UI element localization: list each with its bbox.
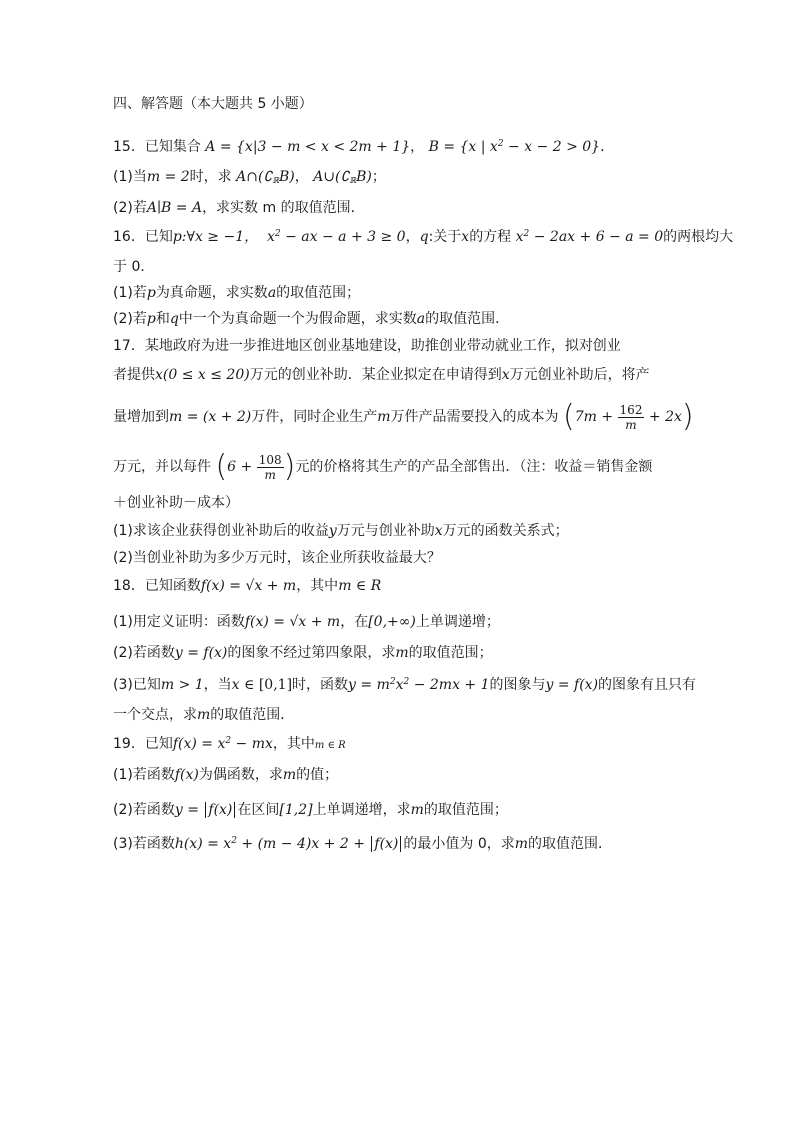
q18-stem: 18．已知函数f(x) = √x + m，其中m ∈ R [113,578,382,594]
q18-part3-line2: 一个交点，求m的取值范围． [113,707,295,723]
q15-expr1: $A\cap(∁_ℝB)$ [236,169,295,185]
section-title: 四、解答题（本大题共 5 小题） [113,96,313,112]
price-fraction: $\frac{108}{m}$ [258,452,282,482]
q19-part1: (1)若函数f(x)为偶函数，求m的值； [113,767,339,783]
q17-line3: 量增加到m = (x + 2)万件，同时企业生产m万件产品需要投入的成本为 (7m + $\frac{162}{m}$ + 2x) [113,399,694,434]
q19-part3: (3)若函数$h(x) = x^2 + (m - 4)x + 2 + f(x)$ 的最小值为 0，求m的取值范围． [113,836,613,852]
q17-part1: (1)求该企业获得创业补助后的收益y万元与创业补助x万元的函数关系式； [113,523,569,539]
q18-part3: (3)已知m > 1，当x ∈ [0,1]时，函数$y = m^2x^2 - 2mx + 1$的图象与y = f(x)的图象有且只有 [113,677,697,693]
q15-stem-text: 15．已知集合 [113,139,201,155]
q16-stem: 16．已知p:∀x ≥ −1， $x^2$ − ax − a + 3 ≥ 0，q:关于x的方程 $x^2 - 2ax + 6 - a = 0$的两根均大 [113,229,734,245]
q17-line2: 者提供x(0 ≤ x ≤ 20)万元的创业补助．某企业拟定在申请得到x万元创业补助后，将产 [113,367,650,383]
q17-line4: 万元，并以每件 (6 + $\frac{108}{m}$ )元的价格将其生产的产品全部售出．（注：收益＝销售金额 [113,449,653,484]
q16-stem-line2: 于 0． [113,259,155,275]
q19-part2: (2)若函数y = f(x) 在区间[1,2]上单调递增，求m的取值范围； [113,802,508,818]
q17-part2: (2)当创业补助为多少万元时，该企业所获收益最大？ [113,550,441,566]
q15-part1: (1)当m = 2时，求 $A\cap(∁_ℝB)$， $A\cup(∁_ℝB)$； [113,169,386,185]
q17-line1: 17．某地政府为进一步推进地区创业基地建设，助推创业带动就业工作，拟对创业 [113,338,621,354]
q19-stem: 19．已知$f(x) = x^2$ − mx，其中m ∈ R [113,736,346,752]
q15-part2: (2)若A∣B = A，求实数 m 的取值范围． [113,200,365,216]
q16-p-statement: p:∀x ≥ −1， $x^2$ − ax − a + 3 ≥ 0 [172,229,406,245]
cost-fraction: $\frac{162}{m}$ [619,402,643,432]
q15-set-a: A = {x|3 − m < x < 2m + 1} [205,139,411,155]
q16-equation: $x^2 - 2ax + 6 - a = 0$ [515,229,664,245]
q15-expr2: $A\cup(∁_ℝB)$ [313,169,372,185]
q16-part1: (1)若p为真命题，求实数a的取值范围； [113,285,361,301]
q17-line5: ＋创业补助－成本） [113,495,239,511]
q15-set-b: B = {x | $x^2 - x - 2 > 0$} [428,139,601,155]
q18-part1: (1)用定义证明：函数f(x) = √x + m，在[0,+∞)上单调递增； [113,614,500,630]
q18-part2: (2)若函数y = f(x)的图象不经过第四象限，求m的取值范围； [113,645,493,661]
q16-part2: (2)若p和q中一个为真命题一个为假命题，求实数a的取值范围． [113,311,510,327]
q15-stem: 15．已知集合 A = {x|3 − m < x < 2m + 1}， B = {x | $x^2 - x - 2 > 0$}． [113,139,615,155]
